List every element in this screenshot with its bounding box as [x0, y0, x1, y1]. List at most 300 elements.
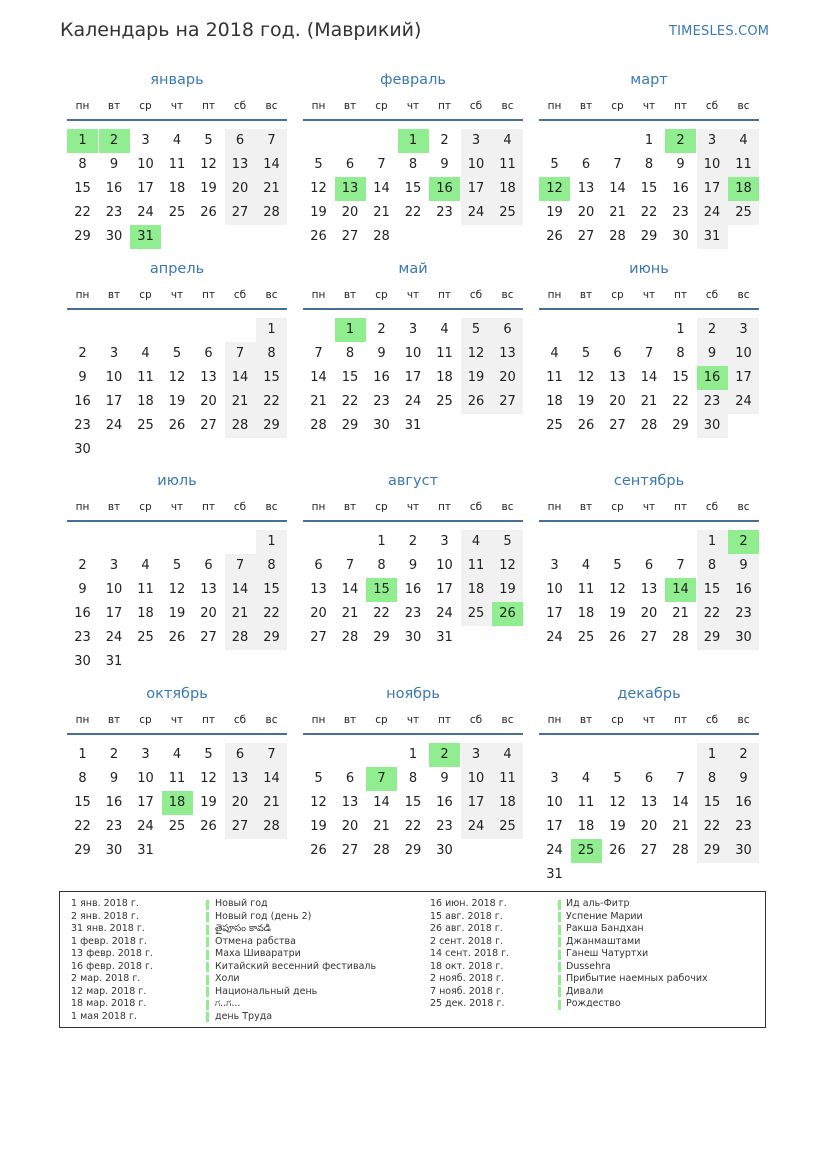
- day-cell: 21: [672, 819, 689, 834]
- day-cell: 16: [404, 582, 422, 597]
- day-cell: 7: [256, 129, 287, 153]
- day-cell: 30: [105, 229, 123, 244]
- weekday-header: пт: [438, 714, 451, 726]
- day-cell: 10: [436, 558, 453, 573]
- weekday-header: пн: [547, 289, 562, 301]
- legend-color-marker: [206, 950, 209, 960]
- day-cell: 21: [225, 602, 256, 626]
- weekday-header: вт: [579, 714, 593, 726]
- day-cell: 3: [728, 318, 759, 342]
- month-name: март: [630, 72, 668, 88]
- day-cell: 15: [256, 578, 287, 602]
- weekday-header: ср: [375, 501, 388, 513]
- day-cell: 25: [577, 630, 595, 645]
- day-cell: 23: [74, 630, 91, 645]
- day-cell: 27: [200, 418, 217, 433]
- weekday-header: чт: [170, 100, 184, 112]
- day-cell: 1: [377, 534, 386, 549]
- day-cell: 23: [728, 815, 759, 839]
- day-cell: 27: [341, 843, 359, 858]
- legend-date: 18 окт. 2018 г.: [430, 960, 504, 972]
- day-cell: 16: [105, 795, 123, 810]
- holiday-day-cell: 14: [665, 578, 696, 602]
- day-cell: 17: [137, 795, 154, 810]
- day-cell: 27: [609, 418, 626, 433]
- day-cell: 27: [640, 843, 658, 858]
- legend-holiday-name: Dussehra: [566, 960, 611, 972]
- holiday-day-cell: 31: [130, 225, 161, 249]
- day-cell: 25: [168, 205, 186, 220]
- day-cell: 12: [310, 181, 327, 196]
- day-cell: 13: [492, 342, 523, 366]
- day-cell: 20: [640, 606, 658, 621]
- day-cell: 30: [728, 839, 759, 863]
- header-rule: [303, 308, 523, 310]
- day-cell: 1: [676, 322, 685, 337]
- day-cell: 4: [492, 743, 523, 767]
- day-cell: 13: [310, 582, 327, 597]
- weekday-header: пн: [547, 100, 562, 112]
- day-cell: 12: [200, 157, 217, 172]
- day-cell: 27: [577, 229, 595, 244]
- legend-color-marker: [558, 925, 561, 935]
- weekday-header: вс: [265, 714, 278, 726]
- weekday-header: вс: [265, 501, 278, 513]
- day-cell: 10: [728, 342, 759, 366]
- day-cell: 16: [74, 606, 91, 621]
- legend-holiday-name: Прибытие наемных рабочих: [566, 973, 708, 984]
- day-cell: 19: [200, 795, 217, 810]
- day-cell: 5: [550, 157, 559, 172]
- day-cell: 15: [697, 791, 728, 815]
- legend-color-marker: [558, 1000, 561, 1010]
- legend-color-marker: [206, 975, 209, 985]
- legend-date: 13 февр. 2018 г.: [71, 948, 153, 959]
- legend-color-marker: [206, 962, 209, 972]
- day-cell: 21: [256, 791, 287, 815]
- day-cell: 17: [404, 370, 422, 385]
- day-cell: 2: [78, 346, 87, 361]
- day-cell: 17: [436, 582, 453, 597]
- day-cell: 4: [492, 129, 523, 153]
- day-cell: 18: [436, 370, 453, 385]
- day-cell: 2: [109, 747, 119, 762]
- day-cell: 21: [373, 819, 390, 834]
- day-cell: 14: [225, 366, 256, 390]
- weekday-header: сб: [469, 100, 483, 112]
- weekday-header: вт: [107, 501, 121, 513]
- day-cell: 5: [314, 771, 323, 786]
- weekday-header: пн: [547, 714, 562, 726]
- holiday-day-cell: 26: [492, 602, 523, 626]
- day-cell: 17: [105, 606, 123, 621]
- legend-date: 2 янв. 2018 г.: [71, 910, 139, 922]
- day-cell: 11: [137, 582, 154, 597]
- day-cell: 29: [697, 626, 728, 650]
- day-cell: 2: [377, 322, 386, 337]
- day-cell: 25: [492, 815, 523, 839]
- day-cell: 6: [492, 318, 523, 342]
- day-cell: 30: [436, 843, 453, 858]
- weekday-header: ср: [611, 501, 624, 513]
- weekday-header: ср: [139, 100, 152, 112]
- day-cell: 16: [728, 791, 759, 815]
- day-cell: 19: [492, 578, 523, 602]
- day-cell: 18: [492, 791, 523, 815]
- day-cell: 8: [676, 346, 685, 361]
- day-cell: 4: [440, 322, 449, 337]
- weekday-header: чт: [406, 100, 420, 112]
- day-cell: 17: [728, 366, 759, 390]
- day-cell: 17: [546, 606, 563, 621]
- day-cell: 13: [341, 795, 359, 810]
- header-rule: [67, 119, 287, 121]
- day-cell: 19: [461, 366, 492, 390]
- day-cell: 4: [141, 346, 150, 361]
- weekday-header: пт: [202, 501, 215, 513]
- legend-holiday-name: Ид аль-Фитр: [566, 898, 630, 909]
- day-cell: 13: [225, 767, 256, 791]
- day-cell: 20: [200, 606, 217, 621]
- day-cell: 6: [644, 771, 654, 786]
- weekday-header: пн: [75, 100, 90, 112]
- day-cell: 6: [345, 157, 355, 172]
- legend-date: 31 янв. 2018 г.: [71, 923, 145, 934]
- day-cell: 17: [697, 177, 728, 201]
- month-name: декабрь: [617, 686, 681, 702]
- day-cell: 1: [256, 318, 287, 342]
- legend-color-marker: [558, 975, 561, 985]
- day-cell: 12: [200, 771, 217, 786]
- day-cell: 24: [404, 394, 422, 409]
- day-cell: 5: [492, 530, 523, 554]
- day-cell: 8: [78, 157, 87, 172]
- legend-color-marker: [558, 912, 561, 922]
- day-cell: 14: [640, 370, 658, 385]
- day-cell: 9: [676, 157, 685, 172]
- day-cell: 29: [404, 843, 422, 858]
- legend-color-marker: [558, 900, 561, 910]
- weekday-header: сб: [705, 714, 719, 726]
- legend-date: 12 мар. 2018 г.: [71, 985, 147, 997]
- day-cell: 11: [546, 370, 563, 385]
- day-cell: 7: [345, 558, 355, 573]
- day-cell: 20: [492, 366, 523, 390]
- day-cell: 19: [168, 606, 186, 621]
- legend-date: 1 мая 2018 г.: [71, 1010, 137, 1022]
- day-cell: 17: [105, 394, 123, 409]
- day-cell: 21: [373, 205, 390, 220]
- legend-holiday-name: తైపూసం కావడి: [215, 923, 271, 934]
- day-cell: 21: [640, 394, 658, 409]
- day-cell: 20: [609, 394, 626, 409]
- header-rule: [539, 733, 759, 735]
- day-cell: 20: [225, 177, 256, 201]
- day-cell: 14: [256, 153, 287, 177]
- day-cell: 18: [461, 578, 492, 602]
- day-cell: 25: [168, 819, 186, 834]
- day-cell: 7: [225, 342, 256, 366]
- day-cell: 9: [440, 771, 449, 786]
- day-cell: 17: [137, 181, 154, 196]
- legend-date: 15 авг. 2018 г.: [430, 910, 503, 922]
- day-cell: 11: [492, 153, 523, 177]
- day-cell: 16: [74, 394, 91, 409]
- day-cell: 15: [404, 795, 422, 810]
- day-cell: 12: [609, 582, 626, 597]
- day-cell: 8: [697, 767, 728, 791]
- holiday-day-cell: 15: [366, 578, 397, 602]
- holiday-day-cell: 16: [429, 177, 460, 201]
- day-cell: 10: [546, 795, 563, 810]
- day-cell: 14: [609, 181, 626, 196]
- site-link[interactable]: TIMESLES.COM: [669, 24, 770, 39]
- day-cell: 7: [314, 346, 323, 361]
- weekday-header: вс: [265, 100, 278, 112]
- day-cell: 11: [728, 153, 759, 177]
- day-cell: 13: [640, 582, 658, 597]
- day-cell: 5: [314, 157, 323, 172]
- header-rule: [67, 520, 287, 522]
- day-cell: 7: [676, 558, 685, 573]
- day-cell: 30: [105, 843, 123, 858]
- day-cell: 16: [672, 181, 689, 196]
- day-cell: 21: [672, 606, 689, 621]
- weekday-header: вс: [737, 714, 750, 726]
- day-cell: 6: [644, 558, 654, 573]
- day-cell: 30: [728, 626, 759, 650]
- day-cell: 26: [168, 418, 186, 433]
- day-cell: 3: [141, 133, 150, 148]
- weekday-header: чт: [170, 714, 184, 726]
- day-cell: 15: [672, 370, 689, 385]
- header-rule: [67, 308, 287, 310]
- weekday-header: пн: [75, 501, 90, 513]
- day-cell: 5: [613, 558, 622, 573]
- weekday-header: вт: [579, 100, 593, 112]
- day-cell: 9: [109, 157, 119, 172]
- weekday-header: чт: [170, 501, 184, 513]
- day-cell: 5: [204, 133, 213, 148]
- day-cell: 28: [341, 630, 359, 645]
- day-cell: 3: [697, 129, 728, 153]
- day-cell: 2: [440, 133, 449, 148]
- day-cell: 22: [697, 602, 728, 626]
- day-cell: 27: [200, 630, 217, 645]
- page-title: Календарь на 2018 год. (Маврикий): [60, 19, 422, 41]
- day-cell: 6: [225, 129, 256, 153]
- day-cell: 5: [581, 346, 591, 361]
- day-cell: 9: [109, 771, 119, 786]
- day-cell: 3: [461, 743, 492, 767]
- day-cell: 28: [225, 626, 256, 650]
- day-cell: 14: [310, 370, 327, 385]
- weekday-header: сб: [705, 100, 719, 112]
- day-cell: 19: [310, 819, 327, 834]
- legend-color-marker: [206, 912, 209, 922]
- day-cell: 8: [345, 346, 355, 361]
- day-cell: 3: [550, 558, 559, 573]
- weekday-header: пн: [547, 501, 562, 513]
- day-cell: 11: [461, 554, 492, 578]
- day-cell: 25: [728, 201, 759, 225]
- day-cell: 18: [577, 819, 595, 834]
- legend-holiday-name: Отмена рабства: [215, 935, 296, 947]
- day-cell: 6: [225, 743, 256, 767]
- month-name: февраль: [380, 72, 446, 88]
- day-cell: 14: [256, 767, 287, 791]
- day-cell: 26: [609, 843, 626, 858]
- weekday-header: вт: [107, 289, 121, 301]
- legend-date: 16 февр. 2018 г.: [71, 960, 153, 972]
- weekday-header: пн: [311, 714, 326, 726]
- weekday-header: ср: [375, 289, 388, 301]
- weekday-header: сб: [233, 289, 247, 301]
- weekday-header: пт: [202, 714, 215, 726]
- day-cell: 26: [200, 205, 217, 220]
- day-cell: 26: [577, 418, 595, 433]
- day-cell: 24: [697, 201, 728, 225]
- day-cell: 16: [436, 795, 453, 810]
- legend-color-marker: [206, 1000, 209, 1010]
- day-cell: 13: [200, 370, 217, 385]
- day-cell: 24: [546, 630, 563, 645]
- day-cell: 5: [613, 771, 622, 786]
- day-cell: 24: [137, 819, 154, 834]
- day-cell: 3: [109, 558, 119, 573]
- day-cell: 12: [461, 342, 492, 366]
- day-cell: 12: [168, 582, 186, 597]
- weekday-header: пт: [674, 501, 687, 513]
- day-cell: 15: [640, 181, 658, 196]
- weekday-header: ср: [611, 289, 624, 301]
- day-cell: 29: [672, 418, 689, 433]
- day-cell: 4: [172, 133, 182, 148]
- day-cell: 29: [640, 229, 658, 244]
- day-cell: 20: [200, 394, 217, 409]
- weekday-header: вс: [737, 100, 750, 112]
- day-cell: 8: [408, 771, 418, 786]
- day-cell: 19: [609, 819, 626, 834]
- day-cell: 15: [74, 795, 91, 810]
- day-cell: 24: [436, 606, 453, 621]
- legend-date: 18 мар. 2018 г.: [71, 998, 147, 1009]
- legend-holiday-name: Ганеш Чатуртхи: [566, 948, 649, 959]
- holiday-day-cell: 25: [571, 839, 602, 863]
- day-cell: 11: [577, 582, 595, 597]
- day-cell: 1: [78, 747, 87, 762]
- day-cell: 21: [225, 390, 256, 414]
- header-rule: [539, 520, 759, 522]
- day-cell: 14: [373, 795, 390, 810]
- day-cell: 11: [436, 346, 453, 361]
- weekday-header: сб: [705, 289, 719, 301]
- header-rule: [303, 119, 523, 121]
- legend-color-marker: [558, 937, 561, 947]
- day-cell: 14: [672, 795, 689, 810]
- day-cell: 6: [613, 346, 622, 361]
- day-cell: 24: [546, 843, 563, 858]
- legend-holiday-name: Новый год (день 2): [215, 910, 312, 922]
- weekday-header: ср: [611, 100, 624, 112]
- day-cell: 28: [640, 418, 658, 433]
- legend-color-marker: [558, 962, 561, 972]
- day-cell: 20: [225, 791, 256, 815]
- day-cell: 9: [440, 157, 449, 172]
- day-cell: 28: [609, 229, 626, 244]
- day-cell: 22: [404, 819, 422, 834]
- legend-date: 25 дек. 2018 г.: [430, 998, 505, 1009]
- legend-date: 16 июн. 2018 г.: [430, 898, 507, 909]
- day-cell: 8: [408, 157, 418, 172]
- weekday-header: пт: [202, 289, 215, 301]
- day-cell: 23: [672, 205, 689, 220]
- day-cell: 5: [172, 346, 182, 361]
- day-cell: 26: [310, 229, 327, 244]
- day-cell: 30: [672, 229, 689, 244]
- day-cell: 22: [404, 205, 422, 220]
- day-cell: 23: [74, 418, 91, 433]
- day-cell: 31: [697, 225, 728, 249]
- day-cell: 30: [697, 414, 728, 438]
- day-cell: 4: [461, 530, 492, 554]
- legend-date: 1 янв. 2018 г.: [71, 898, 139, 909]
- weekday-header: сб: [233, 501, 247, 513]
- weekday-header: ср: [375, 714, 388, 726]
- day-cell: 17: [546, 819, 563, 834]
- day-cell: 30: [373, 418, 390, 433]
- holiday-day-cell: 1: [335, 318, 366, 342]
- day-cell: 29: [74, 843, 91, 858]
- header-rule: [539, 308, 759, 310]
- day-cell: 21: [609, 205, 626, 220]
- day-cell: 26: [200, 819, 217, 834]
- holiday-day-cell: 2: [99, 129, 130, 153]
- day-cell: 15: [74, 181, 91, 196]
- day-cell: 3: [440, 534, 449, 549]
- weekday-header: вт: [343, 100, 357, 112]
- legend-date: 1 февр. 2018 г.: [71, 935, 147, 947]
- legend-color-marker: [206, 937, 209, 947]
- day-cell: 6: [345, 771, 355, 786]
- holiday-day-cell: 18: [728, 177, 759, 201]
- day-cell: 15: [341, 370, 359, 385]
- legend-holiday-name: ಗ..ಗ...: [215, 998, 241, 1009]
- day-cell: 12: [492, 554, 523, 578]
- weekday-header: вт: [579, 501, 593, 513]
- day-cell: 11: [577, 795, 595, 810]
- day-cell: 10: [404, 346, 422, 361]
- day-cell: 6: [204, 558, 213, 573]
- weekday-header: сб: [469, 714, 483, 726]
- day-cell: 15: [404, 181, 422, 196]
- day-cell: 4: [172, 747, 182, 762]
- day-cell: 3: [461, 129, 492, 153]
- legend-date: 2 нояб. 2018 г.: [430, 973, 504, 984]
- weekday-header: ср: [375, 100, 388, 112]
- weekday-header: пт: [438, 100, 451, 112]
- day-cell: 18: [492, 177, 523, 201]
- day-cell: 28: [310, 418, 327, 433]
- day-cell: 28: [373, 229, 390, 244]
- holiday-day-cell: 1: [67, 129, 98, 153]
- weekday-header: пн: [311, 100, 326, 112]
- day-cell: 6: [581, 157, 591, 172]
- day-cell: 24: [105, 630, 123, 645]
- weekday-header: сб: [233, 100, 247, 112]
- weekday-header: вт: [343, 714, 357, 726]
- weekday-header: вс: [501, 100, 514, 112]
